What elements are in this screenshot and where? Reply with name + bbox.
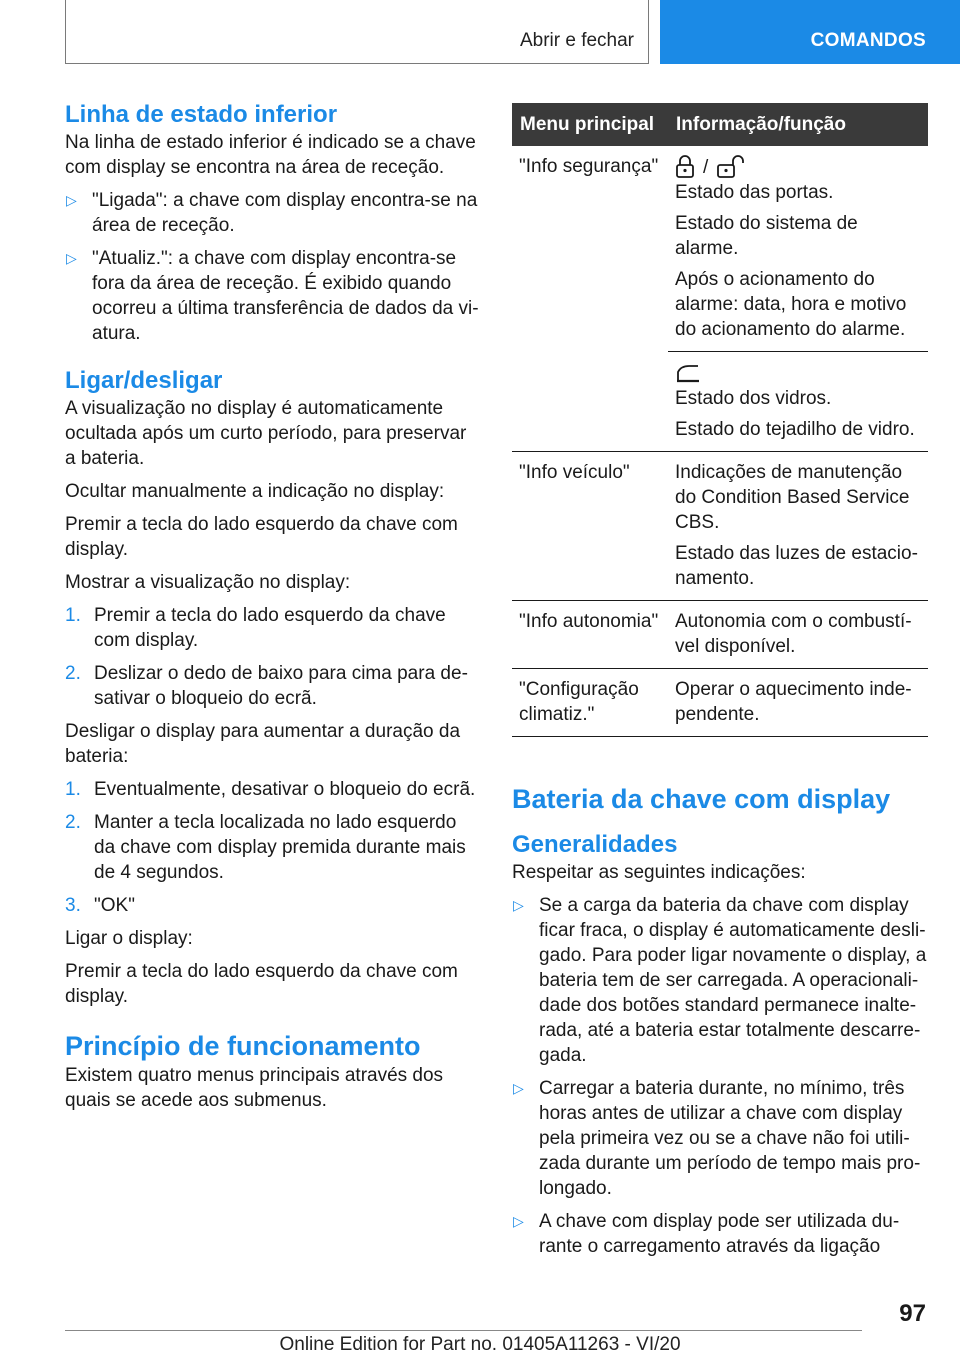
paragraph: Premir a tecla do lado esquerdo da chave com display.: [65, 514, 458, 560]
table-cell-info: / Estado das portas. Estado do sistema de alarme. Após o acionamento do alarme: data, hora e motivo do acionamento do alarme.: [668, 146, 928, 352]
status-intro: Na linha de estado inferior é indicado se a chave com display se encontra na área de receção.: [65, 132, 476, 178]
list-item: 2. Deslizar o dedo de baixo para cima para desativar o bloqueio do ecrã.: [65, 663, 468, 709]
paragraph: A visualização no display é automaticamente ocultada após um curto período, para preservar a bateria.: [65, 398, 467, 469]
step-number: 3.: [65, 895, 81, 916]
table-header-menu: Menu principal: [512, 103, 668, 146]
footer-divider: [65, 1330, 862, 1331]
list-item: ▷ Se a carga da bateria da chave com display ficar fraca, o display é automaticamente desligado. Para poder ligar novamente o display, a bateria tem de ser carregada. A operacionalidade dos botões standard permanece inalterada, até a bateria estar totalmente descarregada.: [513, 895, 927, 1066]
step-number: 1.: [65, 605, 81, 626]
paragraph: Ocultar manualmente a indicação no display:: [65, 481, 445, 502]
heading-on-off: Ligar/desligar: [65, 367, 223, 394]
step-number: 2.: [65, 812, 81, 833]
table-cell-menu: "Info autonomia": [512, 601, 668, 669]
chapter-tab[interactable]: [660, 0, 960, 64]
paragraph: Respeitar as seguintes indicações:: [512, 862, 806, 883]
list-item: 1. Premir a tecla do lado esquerdo da chave com display.: [65, 605, 446, 651]
left-column: [65, 100, 480, 1113]
page-number: 97: [899, 1300, 926, 1327]
bullet-triangle-icon: ▷: [66, 192, 77, 208]
window-icon: [675, 362, 701, 384]
table-row: [512, 352, 928, 452]
step-number: 2.: [65, 663, 81, 684]
table-cell-menu: "Info veículo": [512, 452, 668, 601]
paragraph: Existem quatro menus principais através dos quais se acede aos submenus.: [65, 1065, 444, 1111]
lock-closed-icon: [675, 155, 695, 179]
list-item: ▷ Carregar a bateria durante, no mínimo, três horas antes de utilizar a chave com display pela primeira vez ou se a chave não foi utilizada durante um período de tempo mais prolongado.: [513, 1078, 921, 1199]
bullet-triangle-icon: ▷: [513, 1213, 524, 1229]
bullet-triangle-icon: ▷: [513, 1080, 524, 1096]
table-cell-info: Estado dos vidros. Estado do tejadilho de vidro.: [668, 352, 928, 452]
heading-status-line: Linha de estado inferior: [65, 101, 338, 128]
table-cell-info: Operar o aquecimento independente.: [668, 669, 928, 737]
footer-edition: Online Edition for Part no. 01405A11263 - VI/20: [279, 1334, 681, 1355]
paragraph: Premir a tecla do lado esquerdo da chave com display.: [65, 961, 458, 1007]
table-row: [512, 669, 928, 737]
heading-principle: Princípio de funcionamento: [65, 1031, 421, 1061]
list-item: 2. Manter a tecla localizada no lado esquerdo da chave com display premida durante mais de 4 segundos.: [65, 812, 466, 883]
icon-separator: /: [703, 156, 709, 178]
lock-open-icon: [716, 155, 746, 179]
table-row: [512, 601, 928, 669]
section-header: [65, 0, 649, 64]
table-cell-info: Indicações de manutenção do Condition Based Service CBS. Estado das luzes de estacionamento.: [668, 452, 928, 601]
list-item: 1. Eventualmente, desativar o bloqueio do ecrã.: [65, 779, 476, 800]
table-cell-menu: "Info segurança": [519, 156, 659, 177]
heading-general: Generalidades: [512, 831, 678, 858]
heading-battery: Bateria da chave com display: [512, 784, 891, 814]
paragraph: Ligar o display:: [65, 928, 193, 949]
list-item: ▷ "Ligada": a chave com display encontra-se na área de receção.: [66, 190, 478, 236]
table-cell-menu: "Configuração climatiz.": [512, 669, 668, 737]
step-number: 1.: [65, 779, 81, 800]
menu-table: [512, 103, 928, 737]
table-header-info: Informação/função: [668, 103, 928, 146]
paragraph: Mostrar a visualização no display:: [65, 572, 351, 593]
right-column: [512, 782, 928, 1259]
list-item: 3. "OK": [65, 895, 135, 916]
bullet-triangle-icon: ▷: [513, 897, 524, 913]
list-item: ▷ A chave com display pode ser utilizada durante o carregamento através da ligação: [513, 1211, 900, 1257]
section-link[interactable]: Abrir e fechar: [519, 30, 634, 51]
chapter-tab-label: COMANDOS: [810, 30, 926, 51]
table-row: [512, 452, 928, 601]
table-cell-info: Autonomia com o combustível disponível.: [668, 601, 928, 669]
bullet-triangle-icon: ▷: [66, 250, 77, 266]
table-row: [512, 146, 928, 352]
table-cell-menu: [512, 352, 668, 452]
door-lock-icons: [675, 154, 922, 180]
list-item: ▷ "Atualiz.": a chave com display encontra-se fora da área de receção. É exibido quando ocorreu a última transferência de dados da viatura.: [66, 248, 479, 344]
paragraph: Desligar o display para aumentar a duração da bateria:: [65, 721, 461, 767]
